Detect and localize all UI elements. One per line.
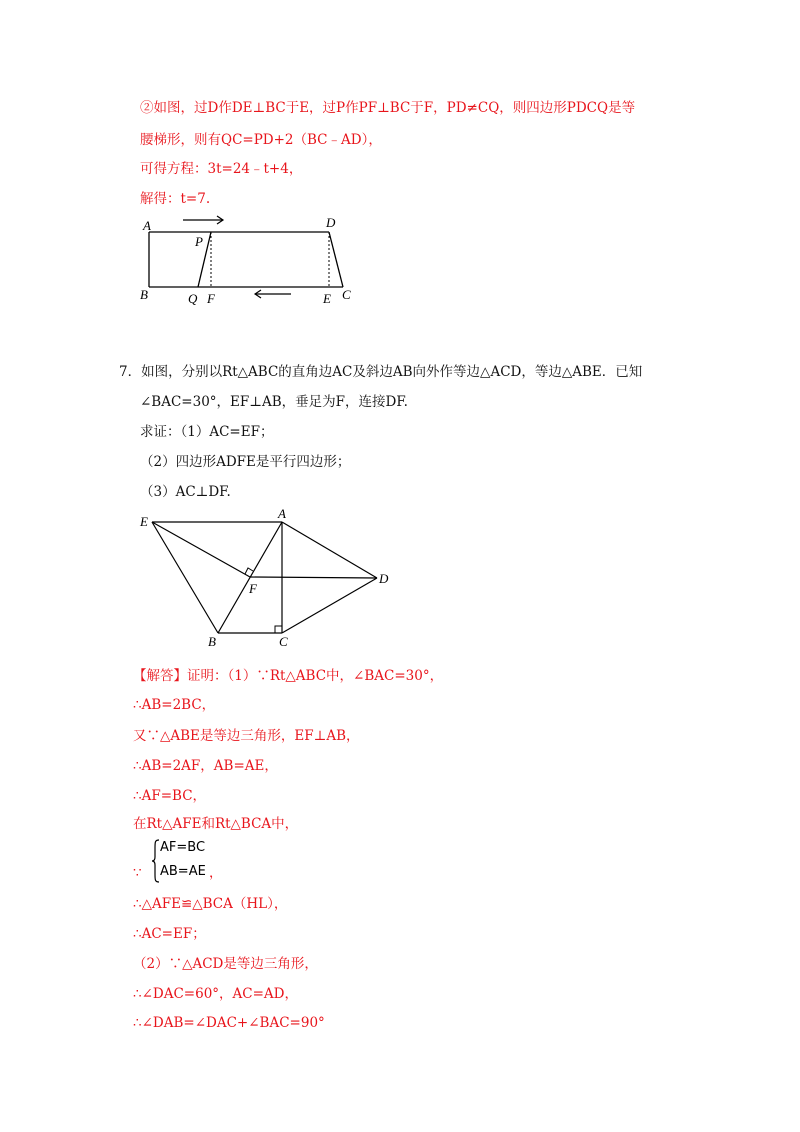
right-arrow-icon bbox=[183, 216, 223, 224]
answer-line-1: 【解答】证明：（1）∵Rt△ABC中，∠BAC=30°， bbox=[133, 668, 444, 684]
label-D: D bbox=[379, 571, 389, 586]
problem7-line-2: ∠BAC=30°，EF⊥AB，垂足为F，连接DF. bbox=[140, 394, 408, 410]
answer-line-12: ∴∠DAB=∠DAC+∠BAC=90° bbox=[133, 1015, 325, 1031]
answer-line-8: ∴△AFE≌△BCA（HL）， bbox=[133, 896, 288, 912]
problem7-line-4: （2）四边形ADFE是平行四边形； bbox=[140, 454, 351, 470]
problem7-line-5: （3）AC⊥DF. bbox=[140, 484, 231, 500]
label-A: A bbox=[278, 506, 286, 521]
solution-line-2: 腰梯形，则有QC=PD+2（BC﹣AD）， bbox=[140, 132, 382, 148]
label-F: F bbox=[249, 581, 257, 596]
label-A: A bbox=[143, 218, 151, 233]
label-F: F bbox=[207, 291, 215, 306]
because-symbol: ∵ bbox=[133, 865, 142, 881]
answer-line-4: ∴AB=2AF，AB=AE， bbox=[133, 758, 278, 774]
problem7-line-3: 求证：（1）AC=EF； bbox=[140, 424, 274, 440]
label-B: B bbox=[140, 287, 148, 302]
label-Q: Q bbox=[188, 291, 198, 306]
label-C: C bbox=[342, 287, 351, 302]
comma: ， bbox=[209, 865, 223, 881]
answer-line-2: ∴AB=2BC， bbox=[133, 697, 216, 713]
label-P: P bbox=[195, 234, 203, 249]
solution-line-4: 解得：t=7. bbox=[140, 191, 211, 207]
answer-line-3: 又∵△ABE是等边三角形，EF⊥AB， bbox=[133, 728, 360, 744]
label-E: E bbox=[323, 291, 331, 306]
brace-eq-bottom: AB=AE bbox=[160, 864, 206, 879]
figure-triangles bbox=[135, 505, 405, 650]
answer-line-5: ∴AF=BC， bbox=[133, 788, 207, 804]
left-arrow-icon bbox=[255, 290, 291, 298]
brace-eq-top: AF=BC bbox=[160, 840, 206, 855]
answer-line-10: （2）∵△ACD是等边三角形， bbox=[133, 956, 318, 972]
figure-trapezoid bbox=[135, 210, 375, 312]
problem7-line-1: 7．如图，分别以Rt△ABC的直角边AC及斜边AB向外作等边△ACD，等边△ABE．已知 bbox=[119, 364, 643, 380]
answer-line-9: ∴AC=EF； bbox=[133, 926, 206, 942]
solution-line-1: ②如图，过D作DE⊥BC于E，过P作PF⊥BC于F，PD≠CQ，则四边形PDCQ是等 bbox=[140, 100, 636, 116]
answer-line-6: 在Rt△AFE和Rt△BCA中， bbox=[133, 816, 299, 832]
answer-line-11: ∴∠DAC=60°，AC=AD， bbox=[133, 986, 299, 1002]
label-E: E bbox=[140, 514, 148, 529]
label-C: C bbox=[279, 634, 288, 649]
label-D: D bbox=[326, 215, 336, 230]
solution-line-3: 可得方程：3t=24﹣t+4， bbox=[140, 161, 303, 177]
label-B: B bbox=[208, 634, 216, 649]
